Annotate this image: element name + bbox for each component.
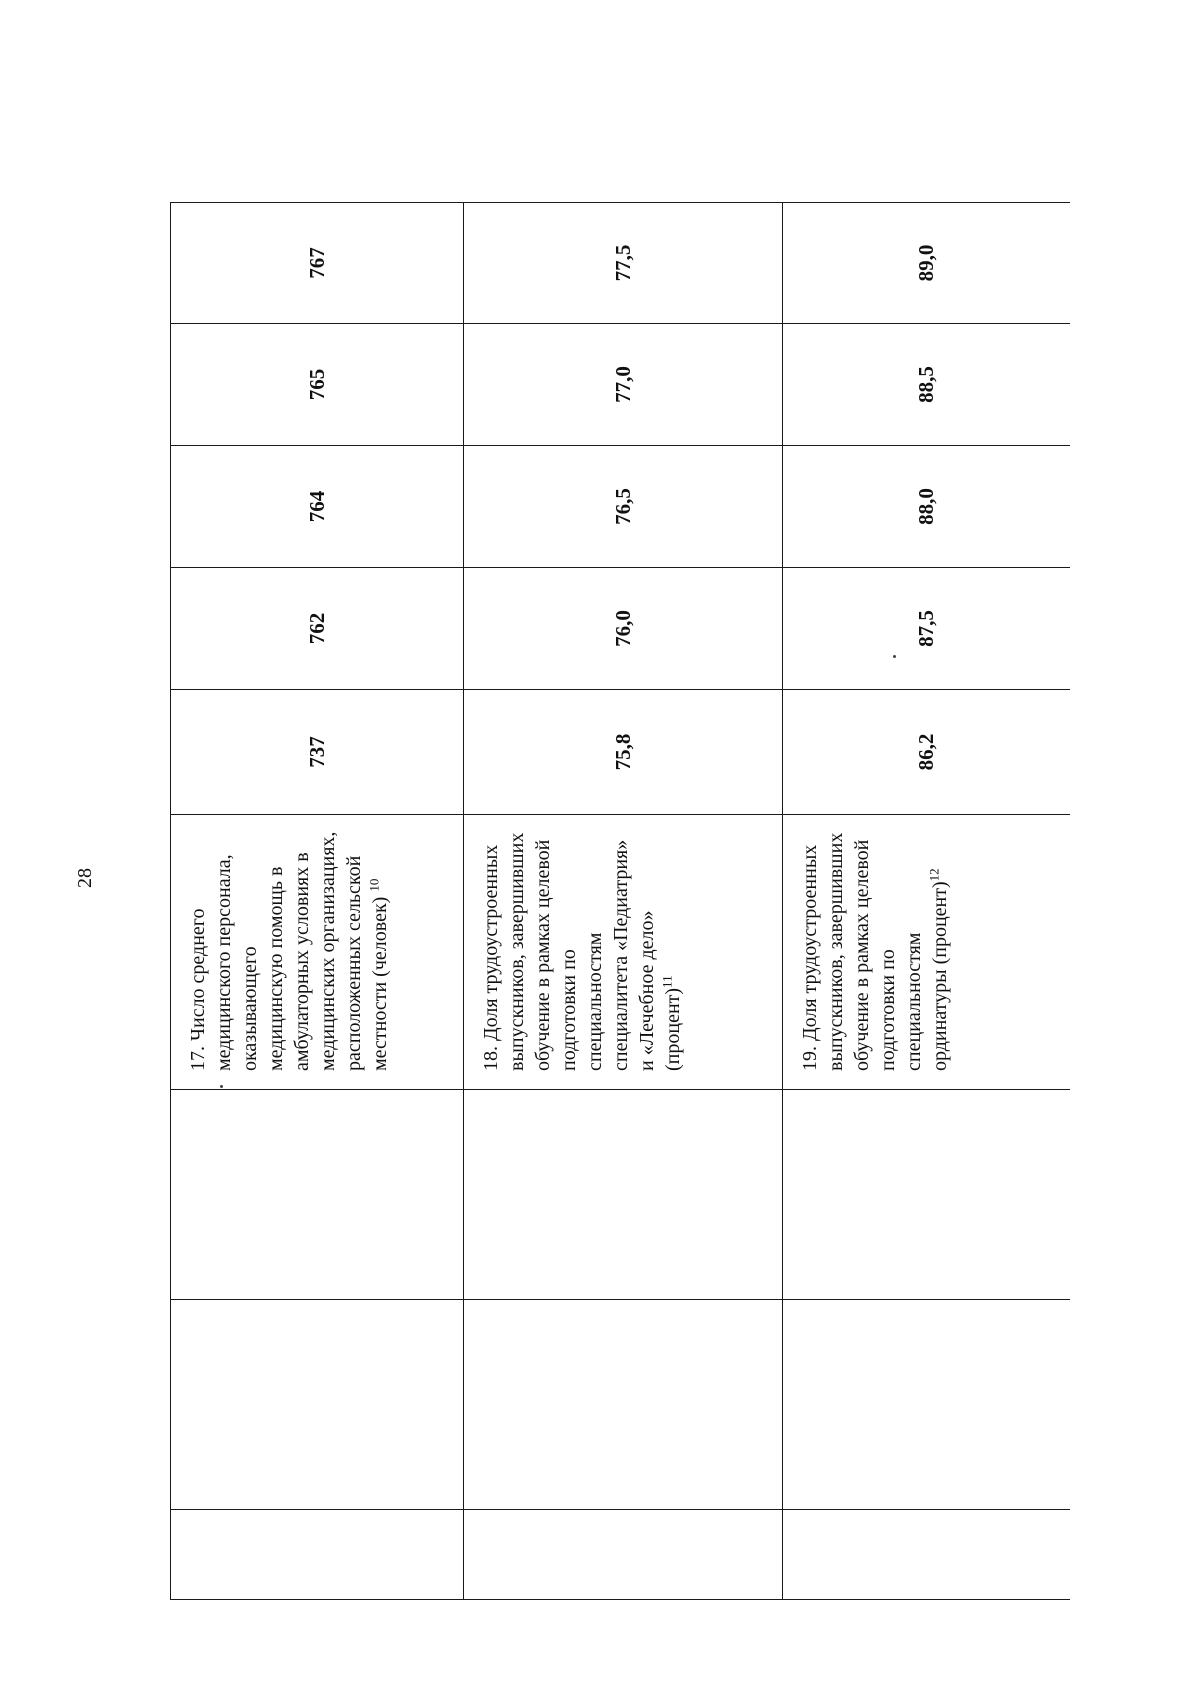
empty-cell bbox=[464, 1300, 783, 1510]
empty-cell bbox=[783, 1300, 1071, 1510]
empty-cell bbox=[171, 1510, 464, 1600]
value-cell: 77,5 bbox=[464, 203, 783, 324]
value-cell: 764 bbox=[171, 446, 464, 568]
footnote-mark: 10 bbox=[366, 878, 382, 892]
table-row bbox=[171, 55, 464, 1600]
table-row bbox=[783, 55, 1071, 1600]
value-cell: 76,5 bbox=[464, 446, 783, 568]
value-cell: 767 bbox=[171, 203, 464, 324]
empty-cell bbox=[783, 1510, 1071, 1600]
indicator-label: 19. Доля трудоустроенных выпускников, завершивших обучение в рамках целевой подготовки по специальностям ординатуры (процент)$^{12}$ bbox=[783, 815, 1071, 1090]
table-row bbox=[464, 55, 783, 1600]
value-cell: 87,5 bbox=[783, 568, 1071, 690]
value-cell: 765 bbox=[171, 324, 464, 446]
rotated-table-area bbox=[170, 55, 1070, 1600]
value-cell: 86,2 bbox=[783, 690, 1071, 815]
empty-cell bbox=[171, 1300, 464, 1510]
footnote-mark: 11 bbox=[659, 975, 675, 988]
table-sheet bbox=[170, 55, 1070, 1600]
value-cell: 89,0 bbox=[783, 203, 1071, 324]
indicator-label: 18. Доля трудоустроенных выпускников, завершивших обучение в рамках целевой подготовки по специальностям специалитета «Педиатрия» и «Лечебное дело» (процент)$^{11}$ bbox=[464, 815, 783, 1090]
scan-speck bbox=[893, 655, 896, 658]
indicator-label: 17. Число среднего медицинского персонала, оказывающего медицинскую помощь в амбулаторных условиях в медицинских организациях, расположенных сельской местности (человек) $^{10}$ bbox=[171, 815, 464, 1090]
value-cell: 737 bbox=[171, 690, 464, 815]
empty-cell bbox=[783, 1090, 1071, 1300]
value-cell: 762 bbox=[171, 568, 464, 690]
indicators-table bbox=[170, 55, 1070, 1600]
value-cell: 77,0 bbox=[464, 324, 783, 446]
value-cell: 88,0 bbox=[783, 446, 1071, 568]
value-cell: 76,0 bbox=[464, 568, 783, 690]
footnote-mark: 12 bbox=[926, 868, 942, 882]
empty-cell bbox=[464, 1510, 783, 1600]
empty-cell bbox=[464, 1090, 783, 1300]
empty-cell bbox=[171, 1090, 464, 1300]
page-number: 28 bbox=[74, 868, 96, 888]
scan-speck bbox=[220, 1085, 223, 1088]
value-cell: 88,5 bbox=[783, 324, 1071, 446]
value-cell: 75,8 bbox=[464, 690, 783, 815]
